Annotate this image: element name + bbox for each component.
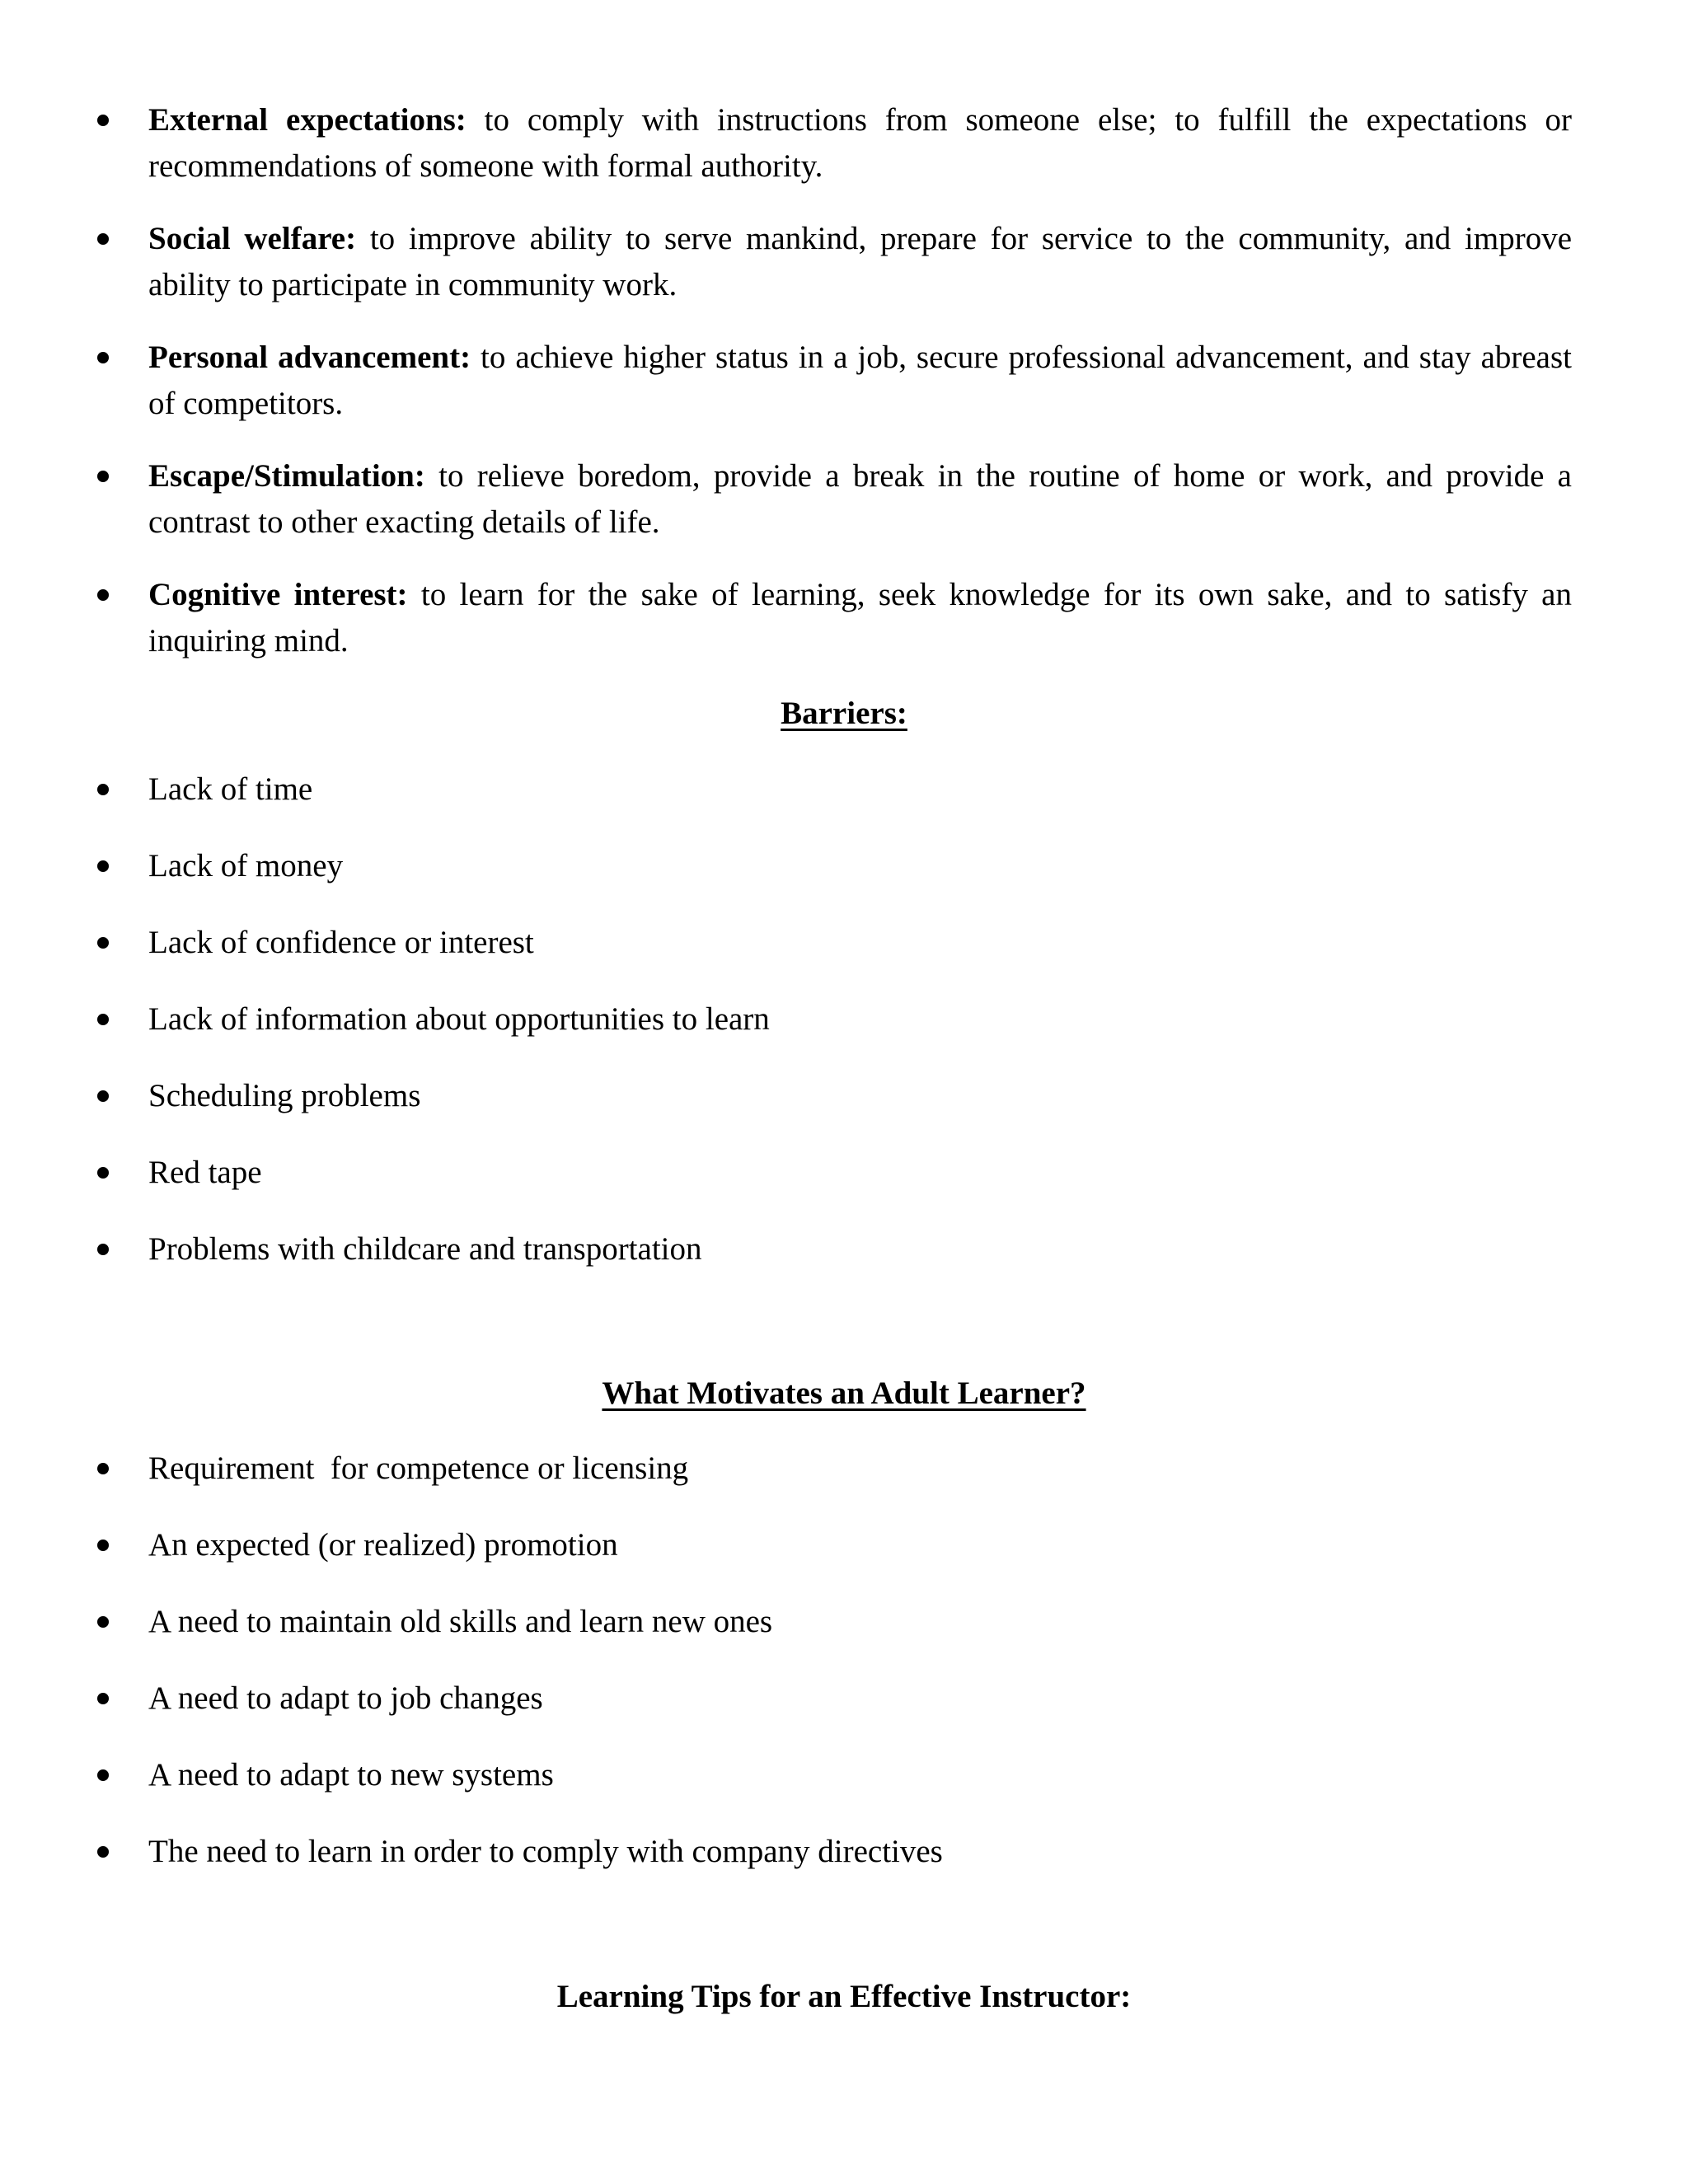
adult-learner-text: A need to adapt to new systems [148,1757,554,1793]
motivation-item-escape-stimulation [148,453,1572,546]
barrier-text: Scheduling problems [148,1078,421,1113]
motivation-term: Escape/Stimulation: [148,458,425,494]
barrier-text: Lack of time [148,771,313,807]
motivation-item-external-expectations [148,97,1572,190]
bullet-icon [97,784,109,795]
bullet-icon [97,1463,109,1474]
adult-learner-text: A need to maintain old skills and learn new ones [148,1604,773,1639]
barrier-item [148,920,1572,966]
adult-learner-item [148,1522,1572,1568]
bullet-icon [97,860,109,872]
barrier-item [148,766,1572,813]
barrier-text: Lack of information about opportunities to learn [148,1001,770,1037]
motivation-text: to comply with instructions from someone else; to fulfill the expectations or recommendations of someone with formal authority. [148,102,1573,184]
adult-learner-text: A need to adapt to job changes [148,1680,543,1716]
barrier-item [148,1226,1572,1272]
bullet-icon [97,1693,109,1704]
adult-learner-text: An expected (or realized) promotion [148,1527,618,1563]
barrier-item [148,1073,1572,1119]
adult-learner-item [148,1599,1572,1645]
motivation-term: External expectations: [148,102,467,138]
adult-learner-heading: What Motivates an Adult Learner? [602,1376,1086,1411]
motivation-text: to improve ability to serve mankind, prepare for service to the community, and improve ability to participate in community work. [148,221,1573,302]
barrier-text: Problems with childcare and transportation [148,1231,702,1267]
motivation-text: to achieve higher status in a job, secure professional advancement, and stay abreast of competitors. [148,340,1573,421]
bullet-icon [97,589,109,601]
motivation-item-social-welfare [148,216,1572,308]
bullet-icon [97,1540,109,1551]
barrier-item [148,843,1572,889]
learning-tips-heading: Learning Tips for an Effective Instructor: [556,1979,1132,2014]
bullet-icon [97,937,109,949]
barrier-text: Red tape [148,1155,262,1190]
barriers-heading: Barriers: [781,696,907,731]
motivation-text: to learn for the sake of learning, seek knowledge for its own sake, and to satisfy an inquiring mind. [148,577,1572,658]
barrier-item [148,996,1572,1043]
bullet-icon [97,1090,109,1102]
bullet-icon [97,1846,109,1858]
motivation-item-cognitive-interest [148,572,1572,664]
adult-learner-item [148,1446,1572,1492]
barrier-text: Lack of confidence or interest [148,925,534,960]
bullet-icon [97,1014,109,1025]
motivation-term: Social welfare: [148,221,357,256]
bullet-icon [97,1769,109,1781]
motivation-item-personal-advancement [148,335,1572,427]
adult-learner-item [148,1829,1572,1875]
motivation-term: Cognitive interest: [148,577,408,612]
bullet-icon [97,1167,109,1179]
adult-learner-text: The need to learn in order to comply with company directives [148,1834,943,1869]
barrier-text: Lack of money [148,848,344,883]
motivation-term: Personal advancement: [148,340,471,375]
bullet-icon [97,115,109,126]
bullet-icon [97,471,109,482]
adult-learner-text: Requirement for competence or licensing [148,1451,689,1486]
barrier-item [148,1150,1572,1196]
adult-learner-item [148,1752,1572,1798]
adult-learner-item [148,1675,1572,1722]
bullet-icon [97,352,109,363]
motivation-text: to relieve boredom, provide a break in the routine of home or work, and provide a contrast to other exacting details of life. [148,458,1572,540]
bullet-icon [97,1244,109,1255]
bullet-icon [97,233,109,245]
bullet-icon [97,1616,109,1628]
